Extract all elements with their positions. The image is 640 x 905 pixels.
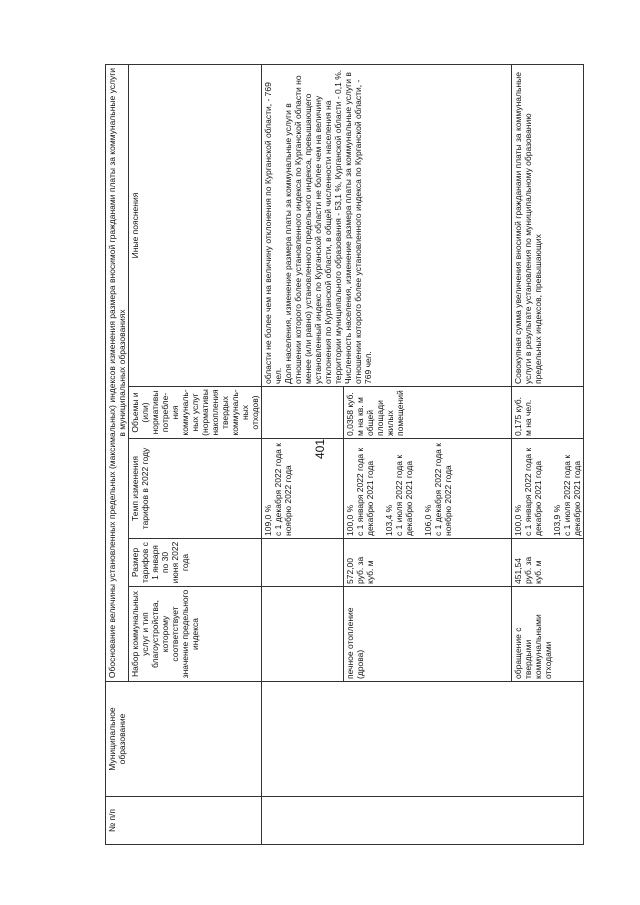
rate-value: 103,4 % (384, 504, 394, 536)
header-num: № п/п (106, 797, 262, 845)
header-services: Набор коммунальных услуг и тип благоустройства, которому соответствует значение предельного индекса (129, 587, 262, 682)
cell-num (262, 797, 584, 845)
rate-value: 100,0 % (345, 504, 355, 536)
cell-rate (262, 439, 344, 539)
header-notes: Иные пояснения (129, 65, 262, 387)
rate-value: 103,9 % (552, 504, 562, 536)
cell-tariff: 451,54 руб. за куб. м (512, 539, 584, 587)
cell-volume (262, 387, 344, 439)
cell-volume: 0,175 куб. м на чел. (512, 387, 584, 439)
justification-table (105, 64, 584, 845)
cell-notes: Совокупная сумма увеличения вносимой гражданами платы за коммунальные услуги в результате установления по муниципальному образованию предельных индексов, превышающих (512, 65, 584, 387)
cell-municipality (262, 682, 584, 797)
rate-value: 109,0 % (263, 504, 273, 536)
rate-period: с 1 декабря 2022 года к ноябрю 2022 года (273, 443, 293, 536)
rate-period: с 1 января 2022 года к декабрю 2021 года (523, 447, 543, 536)
cell-rate (344, 439, 512, 539)
table-row (262, 65, 344, 845)
cell-services: обращение с твердыми коммунальными отходами (512, 587, 584, 682)
cell-rate (512, 439, 584, 539)
header-rate: Темп изменения тарифов в 2022 году (129, 439, 262, 539)
rate-period: с 1 июля 2022 года к декабрю 2021 года (562, 454, 582, 536)
rate-value: 106,0 % (423, 504, 433, 536)
rate-period: с 1 июля 2022 года к декабрю 2021 года (394, 454, 414, 536)
rate-period: с 1 декабря 2022 года к ноябрю 2022 года (433, 443, 453, 536)
cell-services: печное отопление (дрова) (344, 587, 512, 682)
cell-notes: области не более чем на величину отклонения по Курганской области, - 769 чел. Доля населения, изменение размера платы за коммунальные услуги в отношении которого более установленного индекса по Курганской области но менее (или равно) установленного предельного индекса, превышающего установленный индекс по Курганской области не более чем на величину отклонения по Курганской области, в общей численности населения на территории муниципального образования - 53,1 %, Курганской области - 0,1 %. Численность населения, изменение размера платы за коммунальные услуги в отношении которого более установленного индекса по Курганской области, - 769 чел. (262, 65, 512, 387)
page-number: 401 (313, 438, 327, 460)
cell-volume: 0,0358 куб. м на кв. м общей площади жилых помещений (344, 387, 512, 439)
cell-services (262, 587, 344, 682)
rate-value: 100,0 % (513, 504, 523, 536)
cell-tariff: 572,00 руб. за куб. м (344, 539, 512, 587)
cell-tariff (262, 539, 344, 587)
header-tariff: Размер тарифов с 1 января по 30 июня 2022 года (129, 539, 262, 587)
header-municipality: Муниципальное образование (106, 682, 262, 797)
rotated-table-container (105, 65, 582, 845)
header-volume: Объемы и (или) нормативы потребле-ния коммуналь-ных услуг (нормативы накопления твердых коммуналь-ных отходов) (129, 387, 262, 439)
rate-period: с 1 января 2022 года к декабрю 2021 года (355, 447, 375, 536)
header-group: Обоснование величины установленных предельных (максимальных) индексов изменения размера вносимой гражданами платы за коммунальные услуги в муниципальных образованиях (106, 65, 129, 682)
